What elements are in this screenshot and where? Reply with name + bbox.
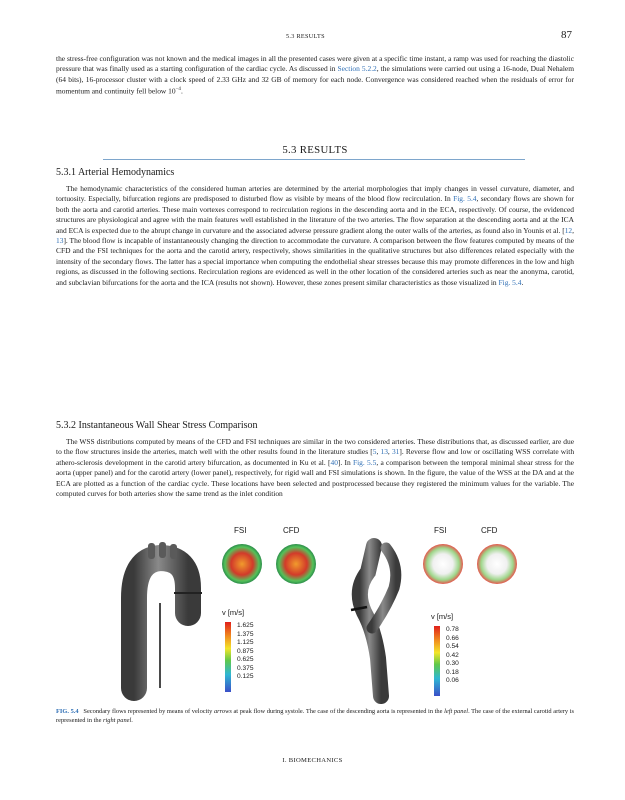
legend-value: 0.42 xyxy=(446,651,459,659)
figure-5-4 xyxy=(56,518,574,708)
caption-emphasis: arrows xyxy=(213,708,232,715)
legend-value: 0.375 xyxy=(237,664,254,672)
aorta-model xyxy=(134,542,202,688)
intro-text-3: . xyxy=(180,86,183,96)
legend-value: 0.06 xyxy=(446,677,459,684)
caption-emphasis: left panel xyxy=(444,708,469,715)
legend-value: 1.625 xyxy=(237,622,254,629)
legend-value: 0.78 xyxy=(446,626,459,633)
legend-value: 0.18 xyxy=(446,668,459,676)
legend-value: 1.125 xyxy=(237,639,254,646)
legend-value: 0.625 xyxy=(237,656,254,663)
ref-link[interactable]: 31 xyxy=(391,447,400,457)
figure-graphics xyxy=(56,518,574,708)
section-title: 5.3 RESULTS xyxy=(282,144,348,156)
left-legend-values xyxy=(237,622,254,682)
legend-value: 0.30 xyxy=(446,660,459,667)
fig-5-5-link[interactable]: Fig. 5.5 xyxy=(352,457,377,467)
figure-caption xyxy=(56,707,574,725)
legend-value: 0.66 xyxy=(446,634,459,642)
section-link[interactable]: Section 5.2.2 xyxy=(337,64,377,74)
legend-value: 0.125 xyxy=(237,673,254,680)
ref-link[interactable]: 12 xyxy=(564,225,573,235)
ref-link[interactable]: 40 xyxy=(330,457,338,467)
carotid-model xyxy=(351,546,396,696)
right-legend-title: v [m/s] xyxy=(431,612,454,621)
caption-emphasis: right panel xyxy=(103,717,132,724)
caption-text: at peak flow during systole. The case of the descending aorta is represented in the xyxy=(231,708,445,715)
right-legend-values xyxy=(446,626,459,686)
hemo-text-2: , secondary flows are shown for both the aorta and carotid arteries. These main vortexes correspond to recirculation regions in the descending aorta and in the ECA, respectively. Of course, the evidenced structures are physiological and agree with the main features well established in the literature of the two arteries. The flow separation at the descending aorta and at the ICA and ECA is expected due to the abrupt change in curvature and the associated adverse pressure gradient along the outer walls of the arteries, as found also in Younis et al. [ xyxy=(56,194,574,235)
ref-link[interactable]: 13 xyxy=(56,236,64,246)
ref-link[interactable]: 5 xyxy=(372,447,377,457)
subsection-title-wss: 5.3.2 Instantaneous Wall Shear Stress Comparison xyxy=(56,420,258,431)
right-cfd-label: CFD xyxy=(481,526,498,535)
intro-text-2: , the simulations were carried out using a 16-node, Dual Nehalem (64 bits), 16-processor cluster with a clock speed of 2.33 GHz and 32 GB of memory for each node. Convergence was considered reached when the residuals of error for momentum and continuity fell below 10 xyxy=(56,64,574,96)
ref-separator: , xyxy=(572,225,574,235)
ref-link[interactable]: 13 xyxy=(380,447,388,457)
subsection-title-hemodynamics: 5.3.1 Arterial Hemodynamics xyxy=(56,167,175,178)
left-legend-colorbar xyxy=(225,622,231,692)
fig-5-4-link[interactable]: Fig. 5.4 xyxy=(498,277,522,287)
intro-paragraph xyxy=(56,54,574,97)
wss-text-4: , a comparison between the temporal minimal shear stress for the aorta (upper panel) and for the carotid artery (lower panel), respectively, for rigid wall and FSI simulations is shown. In the figure, the value of the WSS at the DA and at the ECA are plotted as a function of the cardiac cycle. These locations have been selected and postprocessed because they registered the minimum values for the variable. The computed curves for both arteries show the same trend as the inlet condition xyxy=(56,457,574,499)
carotid-cfd-section xyxy=(477,544,517,584)
running-head: 5.3 RESULTS xyxy=(286,33,325,40)
ref-separator: , xyxy=(376,447,381,457)
left-legend-title: v [m/s] xyxy=(222,608,245,617)
caption-text: . xyxy=(131,717,133,724)
wss-text-3: ]. In xyxy=(337,457,353,467)
aorta-cfd-section xyxy=(276,544,316,584)
legend-value: 0.875 xyxy=(237,647,254,655)
wss-paragraph xyxy=(56,437,574,499)
fig-5-4-link[interactable]: Fig. 5.4 xyxy=(453,194,477,204)
right-legend-colorbar xyxy=(434,626,440,696)
wss-text-1: The WSS distributions computed by means of the CFD and FSI techniques are similar in the two considered arteries. These distributions that, as discussed earlier, are due to the flow structures inside the arteries, match well with the other results found in the literature studies [ xyxy=(56,437,574,457)
intro-text-1: the stress-free configuration was not known and the medical images in all the presented cases were given at a specific time instant, a ramp was used for reaching the diastolic pressure that was finally used as a starting configuration of the cardiac cycle. As discussed in xyxy=(56,54,574,74)
carotid-fsi-section xyxy=(423,544,463,584)
page-footer: I. BIOMECHANICS xyxy=(282,757,343,764)
caption-text: Secondary flows represented by means of velocity xyxy=(83,708,214,715)
aorta-fsi-section xyxy=(222,544,262,584)
hemo-text-1: The hemodynamic characteristics of the considered human arteries are determined by the arterial morphologies that imply changes in vessel curvature, diameter, and tortuosity. Especially, bifurcation regions are predisposed to disturbed flow as visible by means of the blood flow recirculation. In xyxy=(56,184,574,204)
page-number: 87 xyxy=(561,29,572,41)
hemo-text-4: . xyxy=(521,277,524,287)
hemodynamics-paragraph xyxy=(56,184,574,288)
caption-fig-number[interactable]: FIG. 5.4 xyxy=(56,708,79,715)
legend-value: 1.375 xyxy=(237,630,254,638)
left-cfd-label: CFD xyxy=(283,526,300,535)
ref-separator: , xyxy=(387,447,392,457)
section-rule xyxy=(103,159,525,160)
right-fsi-label: FSI xyxy=(434,526,447,535)
exponent: −4 xyxy=(175,87,181,93)
hemo-text-3: ]. The blood flow is incapable of instantaneously changing the direction to accommodate the curvature. A comparison between the flow features computed by means of the CFD and the FSI techniques for the aorta and the carotid artery, respectively, shows similarities in the qualitative structures but also differences related especially with the intensity of the secondary flows. The latter has a special importance when computing the endothelial shear stresses because this may promote differences in the low and high regions, as discussed in the following sections. Recirculation regions are evidenced as well in the other location of the considered arteries such as near the anonyma, carotid, and subclavian bifurcations for the aorta and the ICA (results not shown). However, these zones present similar characteristics as those visualized in xyxy=(56,236,574,287)
left-fsi-label: FSI xyxy=(234,526,247,535)
caption-text: . The case of the external carotid artery is represented in the xyxy=(56,708,575,724)
legend-value: 0.54 xyxy=(446,643,459,650)
wss-text-2: ]. Reverse flow and low or oscillating WSS correlate with athero-sclerosis development in the carotid artery bifurcation, as documented in Ku et al. [ xyxy=(56,447,575,467)
page-header xyxy=(56,31,574,45)
